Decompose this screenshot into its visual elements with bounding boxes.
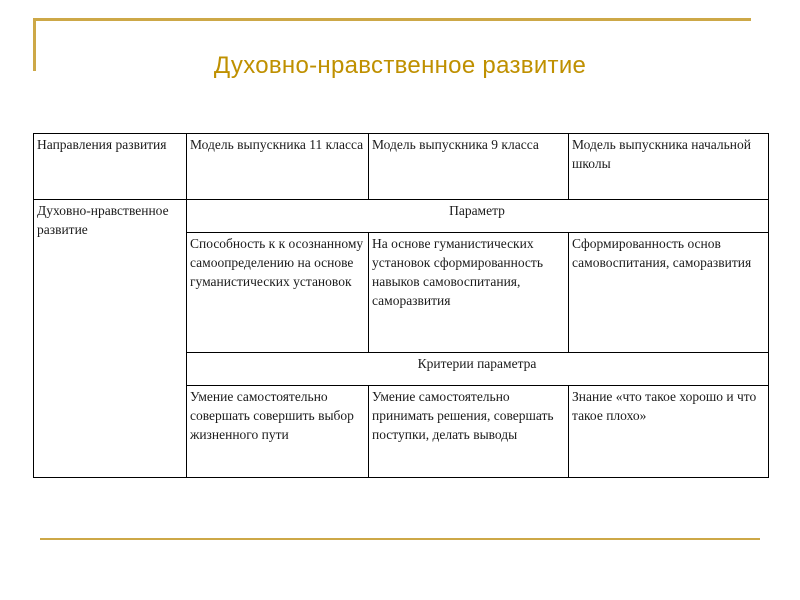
table-header-row	[34, 134, 769, 200]
param-cell-11-grade: Способность к к осознанному самоопределению на основе гуманистических установок	[187, 233, 369, 353]
header-model-primary-school: Модель выпускника начальной школы	[569, 134, 769, 200]
param-cell-primary-school: Сформированность основ самовоспитания, саморазвития	[569, 233, 769, 353]
param-section-label-cell: Параметр	[187, 200, 769, 233]
graduate-model-table	[33, 133, 769, 478]
criteria-section-label-cell: Критерии параметра	[187, 353, 769, 386]
slide-title: Духовно-нравственное развитие	[213, 52, 587, 79]
criteria-cell-11-grade: Умение самостоятельно совершать совершить выбор жизненного пути	[187, 386, 369, 478]
param-section-row	[34, 200, 769, 233]
table-container	[33, 133, 769, 478]
header-directions: Направления развития	[34, 134, 187, 200]
header-model-11-grade: Модель выпускника 11 класса	[187, 134, 369, 200]
criteria-cell-primary-school: Знание «что такое хорошо и что такое плохо»	[569, 386, 769, 478]
param-cell-9-grade: На основе гуманистических установок сформированность навыков самовоспитания, саморазвития	[369, 233, 569, 353]
header-model-9-grade: Модель выпускника 9 класса	[369, 134, 569, 200]
bottom-rule-decoration	[40, 538, 760, 540]
direction-cell: Духовно-нравственное развитие	[34, 200, 187, 478]
criteria-cell-9-grade: Умение самостоятельно принимать решения, совершать поступки, делать выводы	[369, 386, 569, 478]
